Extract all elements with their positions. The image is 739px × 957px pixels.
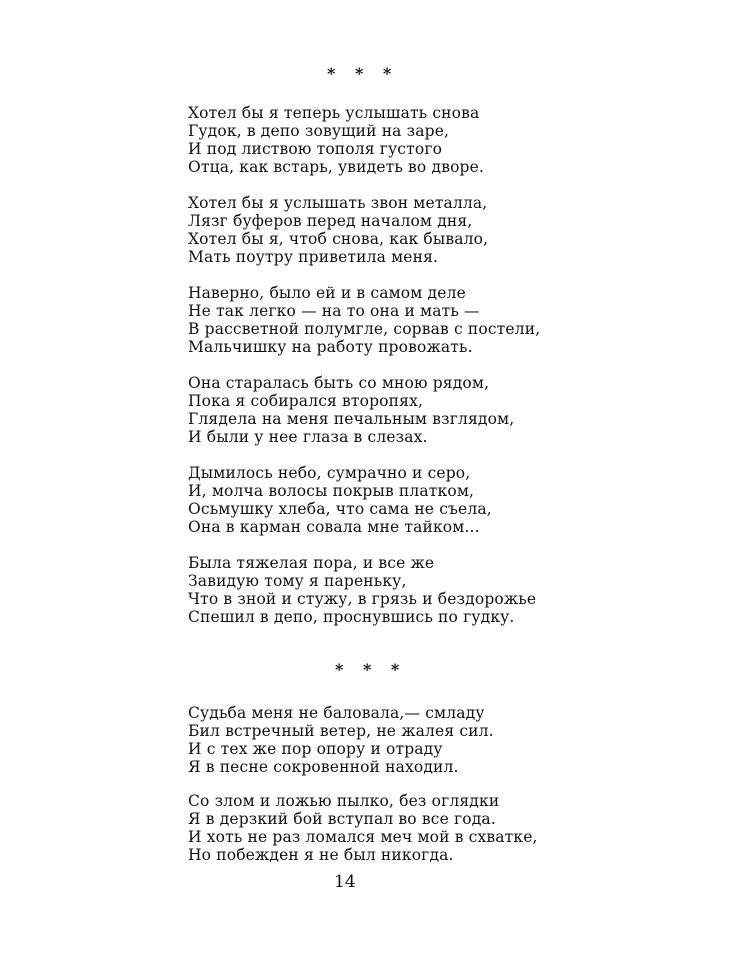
section-divider-1: * * *: [327, 64, 399, 83]
poem-line: Завидую тому я пареньку,: [188, 572, 407, 590]
poem-line: Спешил в депо, проснувшись по гудку.: [188, 608, 515, 626]
poem-line: Она старалась быть со мною рядом,: [188, 374, 490, 392]
stanza-2: [188, 792, 538, 864]
poem-line: Гудок, в депо зовущий на заре,: [188, 122, 450, 140]
poem-line: Хотел бы я, чтоб снова, как бывало,: [188, 230, 489, 248]
poem-line: В рассветной полумгле, сорвав с постели,: [188, 320, 541, 338]
poem-line: Я в дерзкий бой вступал во все года.: [188, 810, 496, 828]
poem-line: И с тех же пор опору и отраду: [188, 740, 443, 758]
poem-line: Я в песне сокровенной находил.: [188, 758, 459, 776]
stanza-4: [188, 374, 514, 446]
poem-line: Глядела на меня печальным взглядом,: [188, 410, 515, 428]
poem-line: Наверно, было ей и в самом деле: [188, 284, 466, 302]
poem-line: Дымилось небо, сумрачно и серо,: [188, 464, 471, 482]
poem-line: Хотел бы я услышать звон металла,: [188, 194, 488, 212]
stanza-1: [188, 104, 484, 176]
page-number: 14: [334, 872, 356, 892]
poem-line: Бил встречный ветер, не жалея сил.: [188, 722, 494, 740]
stanza-2: [188, 194, 488, 266]
stanza-5: [188, 464, 492, 536]
poem-line: Лязг буферов перед началом дня,: [188, 212, 473, 230]
poem-line: Она в карман совала мне тайком...: [188, 518, 480, 536]
poem-line: И хоть не раз ломался меч мой в схватке,: [188, 828, 538, 846]
poem-line: И, молча волосы покрыв платком,: [188, 482, 475, 500]
poem-line: И под листвою тополя густого: [188, 140, 443, 158]
stanza-3: [188, 284, 540, 356]
poem-line: Мать поутру приветила меня.: [188, 248, 439, 266]
poem-line: Судьба меня не баловала,— смладу: [188, 704, 485, 722]
poem-line: И были у нее глаза в слезах.: [188, 428, 428, 446]
poem-line: Мальчишку на работу провожать.: [188, 338, 473, 356]
section-divider-2: * * *: [335, 660, 407, 679]
poem-line: Осьмушку хлеба, что сама не съела,: [188, 500, 492, 518]
poem-line: Отца, как встарь, увидеть во дворе.: [188, 158, 485, 176]
poem-line: Со злом и ложью пылко, без оглядки: [188, 792, 500, 810]
poem-line: Пока я собирался второпях,: [188, 392, 424, 410]
poem-line: Не так легко — на то она и мать —: [188, 302, 480, 320]
poem-line: Хотел бы я теперь услышать снова: [188, 104, 480, 122]
stanza-6: [188, 554, 536, 626]
poem-line: Что в зной и стужу, в грязь и бездорожье: [188, 590, 537, 608]
stanza-1: [188, 704, 494, 776]
poem-line: Но побежден я не был никогда.: [188, 846, 454, 864]
poem-line: Была тяжелая пора, и все же: [188, 554, 435, 572]
